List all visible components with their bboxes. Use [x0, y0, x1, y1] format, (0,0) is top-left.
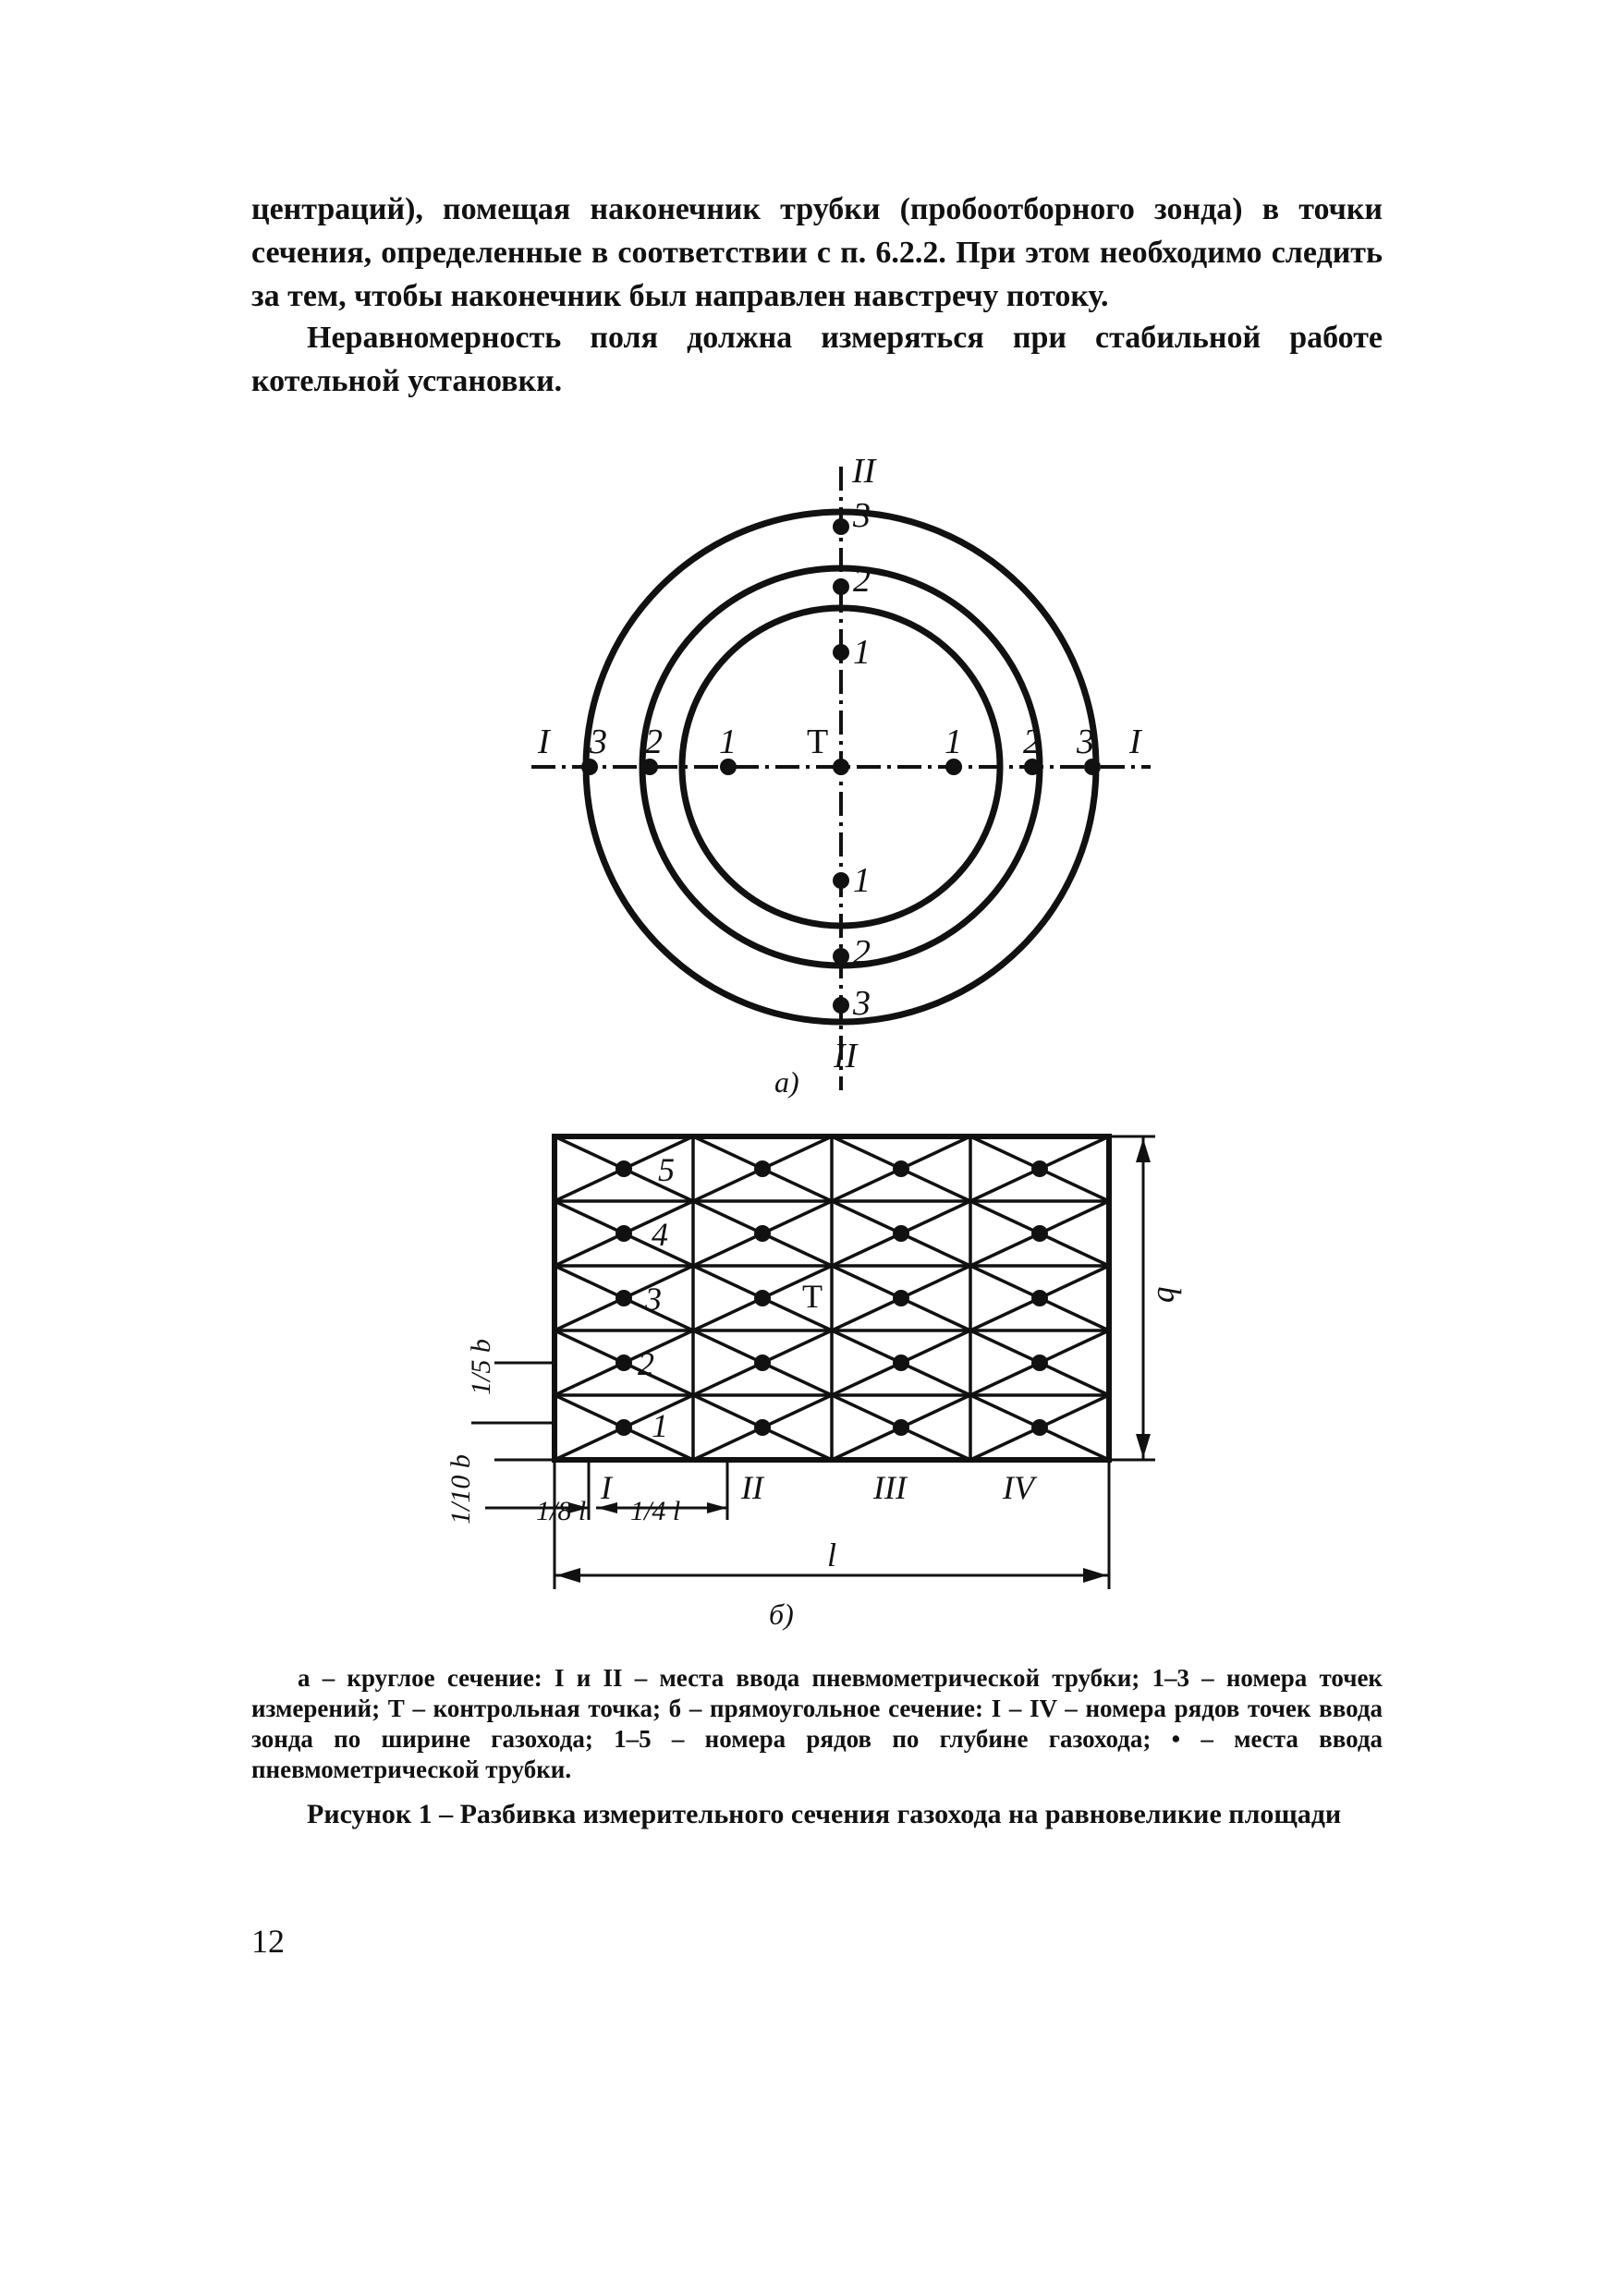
measurement-point: [615, 1160, 632, 1177]
subfigure-label-a: а): [774, 1065, 799, 1099]
measurement-point: [833, 518, 849, 535]
dimension-label-tenth: 1/10 b: [445, 1454, 476, 1525]
measurement-point: [833, 872, 849, 889]
point-number: 3: [590, 723, 607, 761]
measurement-point: [833, 644, 849, 661]
point-number: 2: [1023, 723, 1041, 761]
point-number: 3: [853, 496, 871, 535]
control-point-label: Т: [802, 1278, 823, 1315]
row-number: 5: [658, 1151, 675, 1188]
measurement-point: [893, 1225, 909, 1242]
measurement-point: [615, 1355, 632, 1371]
dimension-label-l: l: [827, 1537, 837, 1573]
figure-a-circular-section: [508, 453, 1155, 1099]
axis-label-ii-top: II: [852, 453, 876, 491]
measurement-point: [615, 1225, 632, 1242]
body-paragraph-1: центраций), помещая наконечник трубки (пробоотборного зонда) в точки сечения, определенные в соответствии с п. 6.2.2. При этом необходимо следить за тем, чтобы наконечник был направлен навстречу потоку.: [251, 192, 1383, 313]
dimension-label-quarter: 1/4 l: [630, 1496, 681, 1526]
column-number: IV: [1003, 1469, 1034, 1506]
body-paragraph-2: Неравномерность поля должна измеряться при стабильной работе котельной установки.: [251, 321, 1383, 398]
axis-label-ii-bottom: II: [834, 1037, 858, 1075]
measurement-point: [754, 1160, 771, 1177]
point-number: 1: [853, 861, 871, 900]
point-number: 2: [853, 933, 871, 972]
row-number: 2: [638, 1345, 654, 1382]
measurement-point: [615, 1419, 632, 1436]
subfigure-label-b: б): [769, 1597, 794, 1631]
dimension-label-fifth: 1/5 b: [466, 1339, 496, 1395]
dimension-label-b: b: [1151, 1286, 1188, 1303]
figure-caption: Рисунок 1 – Разбивка измерительного сечения газохода на равновеликие площади: [307, 1799, 1342, 1829]
measurement-point: [833, 948, 849, 965]
measurement-point: [1031, 1160, 1048, 1177]
dimension-label-eighth: 1/8 l: [536, 1496, 587, 1526]
column-number: II: [741, 1469, 763, 1506]
point-number: 1: [853, 633, 871, 672]
axis-label-i-left: I: [538, 723, 550, 761]
measurement-point: [1031, 1419, 1048, 1436]
measurement-point: [893, 1160, 909, 1177]
row-number: 3: [645, 1281, 662, 1318]
control-point: [833, 759, 849, 775]
figure-legend: а – круглое сечение: I и II – места ввода пневмометрической трубки; 1–3 – номера точек измерений; Т – контрольная точка; б – прямоугольное сечение: I – IV – номера рядов точек ввода зонда по ширине газохода; 1–5 – номера рядов по глубине газохода; • – места ввода пневмометрической трубки.: [251, 1664, 1383, 1783]
point-number: 3: [853, 984, 871, 1023]
measurement-point: [754, 1290, 771, 1306]
measurement-point: [1031, 1225, 1048, 1242]
point-number: 3: [1077, 723, 1094, 761]
measurement-point: [615, 1290, 632, 1306]
axis-label-i-right: I: [1129, 723, 1141, 761]
row-number: 1: [652, 1407, 668, 1444]
measurement-point: [893, 1355, 909, 1371]
measurement-point: [1031, 1290, 1048, 1306]
measurement-point: [893, 1419, 909, 1436]
row-number: 4: [652, 1216, 668, 1253]
measurement-point: [893, 1290, 909, 1306]
column-number: I: [601, 1469, 612, 1506]
measurement-point: [833, 997, 849, 1014]
point-number: 1: [719, 723, 737, 761]
measurement-point: [754, 1355, 771, 1371]
measurement-point: [833, 578, 849, 595]
point-number: 2: [645, 723, 663, 761]
measurement-point: [754, 1225, 771, 1242]
measurement-point: [754, 1419, 771, 1436]
control-point-label: Т: [807, 723, 829, 761]
point-number: 1: [945, 723, 962, 761]
page-number: 12: [251, 1923, 285, 1960]
column-number: III: [873, 1469, 907, 1506]
measurement-point: [1031, 1355, 1048, 1371]
figure-b-rectangular-section: [416, 1099, 1220, 1635]
point-number: 2: [853, 561, 871, 600]
